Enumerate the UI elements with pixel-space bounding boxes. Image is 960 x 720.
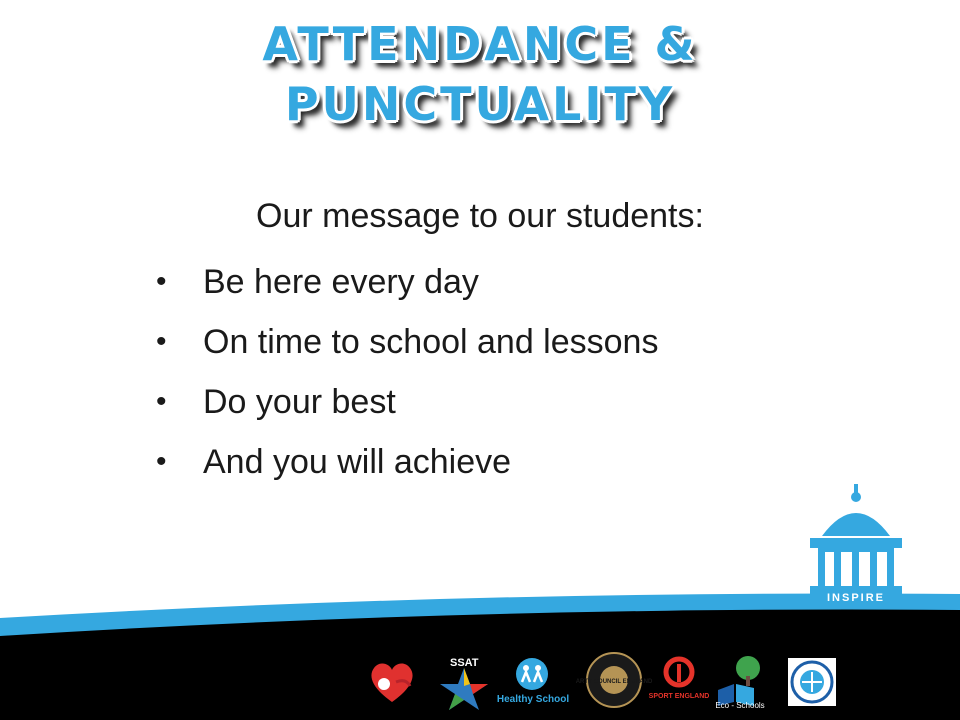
unicef-rights-respecting-school-logo xyxy=(788,658,836,706)
bullet-text: Be here every day xyxy=(203,263,479,301)
intro-text: Our message to our students: xyxy=(256,197,704,235)
bullet-text: And you will achieve xyxy=(203,443,512,481)
inspire-bandstand-logo xyxy=(804,484,908,608)
title-line-1: ATTENDANCE & xyxy=(262,17,698,71)
ssat-text: SSAT xyxy=(450,657,479,669)
arts-council-text: ARTS COUNCIL ENGLAND xyxy=(575,679,653,685)
eco-schools-logo xyxy=(712,654,770,710)
inspire-logo-text: INSPIRE xyxy=(826,592,886,604)
ssat-star-logo xyxy=(436,654,492,712)
bullet-dot-icon: • xyxy=(156,445,167,478)
bullet-dot-icon: • xyxy=(156,325,167,358)
bullet-text: On time to school and lessons xyxy=(203,323,659,361)
bullet-text: Do your best xyxy=(203,383,396,421)
healthy-school-logo xyxy=(496,656,570,706)
bullet-dot-icon: • xyxy=(156,265,167,298)
bullet-dot-icon: • xyxy=(156,385,167,418)
title-line-2: PUNCTUALITY xyxy=(284,77,676,131)
sport-england-logo xyxy=(648,656,710,708)
heart-hands-logo xyxy=(366,656,418,706)
healthy-school-text: Healthy School xyxy=(496,694,570,705)
sport-england-text: SPORT ENGLAND xyxy=(648,693,710,700)
eco-schools-text: Eco - Schools xyxy=(715,701,765,710)
slide-title xyxy=(0,14,960,134)
arts-council-england-logo xyxy=(575,650,653,710)
